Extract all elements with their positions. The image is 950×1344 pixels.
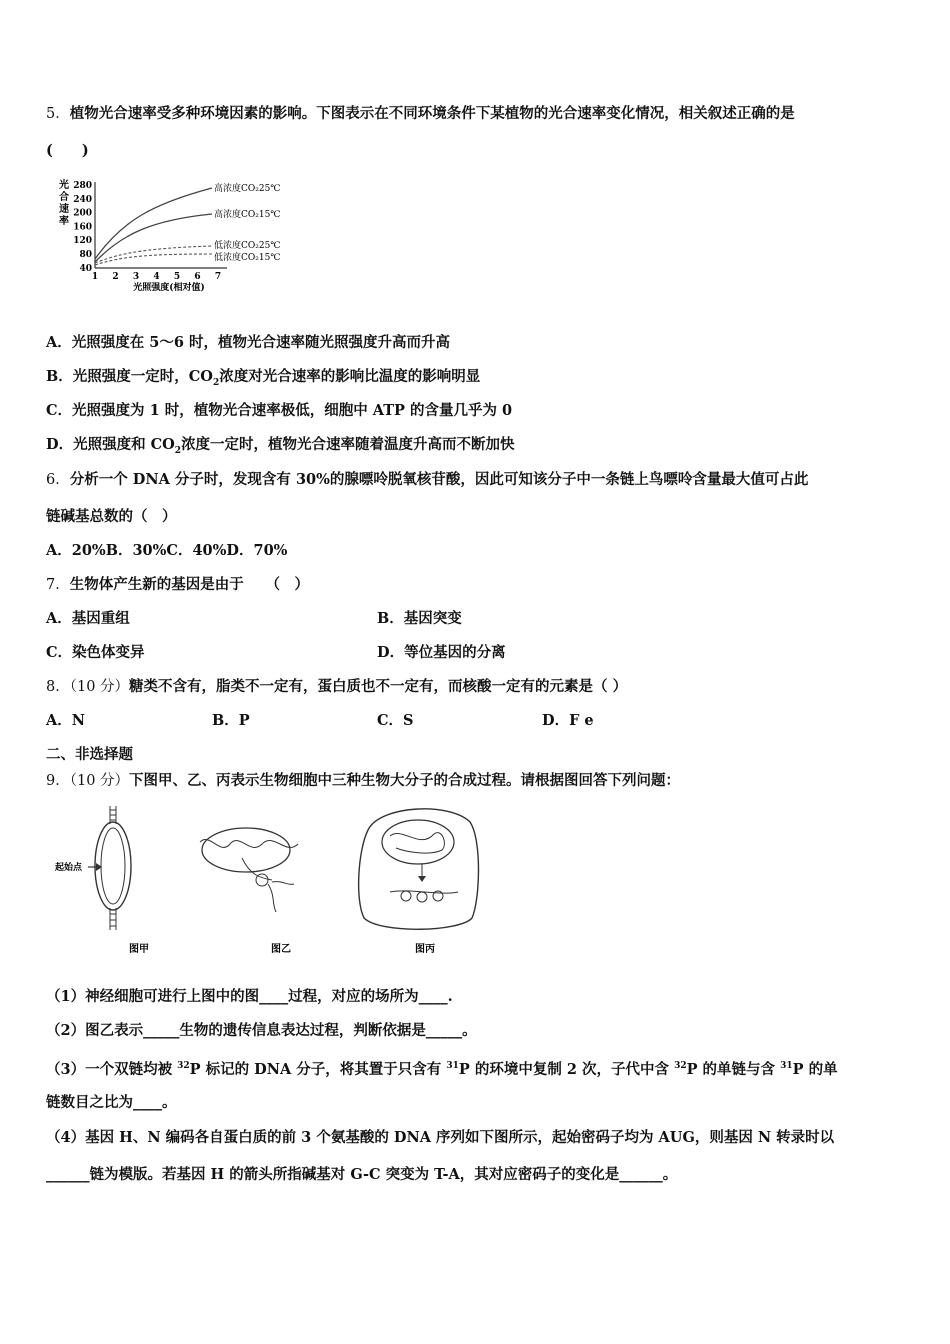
caption-jia: 图甲 — [129, 944, 149, 955]
q7-option-b: B．基因突变 — [377, 610, 462, 627]
q7-option-a: A．基因重组 — [46, 610, 130, 627]
y-tick-label: 80 — [79, 250, 92, 260]
origin-label: 起始点 — [55, 863, 83, 873]
caption-yi: 图乙 — [271, 944, 291, 955]
q5-paren: ( ) — [46, 142, 89, 159]
q9-sub3-line2: 链数目之比为____。 — [46, 1094, 177, 1111]
y-tick-label: 280 — [73, 181, 92, 191]
q8-stem: 8．（10 分）糖类不含有，脂类不一定有，蛋白质也不一定有，而核酸一定有的元素是（ ） — [46, 678, 628, 695]
q7-option-d: D．等位基因的分离 — [377, 644, 506, 661]
q9-sub3: （3）一个双链均被 $^{32}$P 标记的 DNA 分子，将其置于只含有 $^{31}$P 的环境中复制 2 次，子代中含 $^{32}$P 的单链与含 $^{31}$P 的单 — [46, 1060, 838, 1078]
y-tick-label: 160 — [73, 222, 92, 233]
q8-option-c: C．S — [377, 712, 414, 729]
x-tick-label: 1 — [91, 272, 99, 282]
caption-bing: 图丙 — [415, 944, 435, 955]
y-tick-label: 240 — [73, 194, 92, 205]
section-heading: 二、非选择题 — [46, 746, 133, 763]
q9-sub2: （2）图乙表示_____生物的遗传信息表达过程，判断依据是_____。 — [46, 1022, 477, 1039]
chart-xlabel: 光照强度(相对值) — [133, 283, 205, 293]
x-tick-label: 5 — [173, 272, 181, 282]
q5-option-c: C．光照强度为 1 时，植物光合速率极低，细胞中 ATP 的含量几乎为 0 — [46, 402, 513, 419]
q8-option-b: B．P — [212, 712, 250, 729]
curve-label-1: 高浓度CO₂25℃ — [214, 184, 281, 194]
x-tick-label: 6 — [194, 272, 201, 282]
curve-low-co2-15 — [95, 254, 212, 265]
curve-label-4: 低浓度CO₂15℃ — [214, 253, 281, 263]
q5-stem: 5．植物光合速率受多种环境因素的影响。下图表示在不同环境条件下某植物的光合速率变化情况，相关叙述正确的是 — [46, 105, 795, 122]
curve-label-3: 低浓度CO₂25℃ — [214, 241, 281, 251]
curve-high-co2-25 — [95, 188, 212, 259]
photosynthesis-chart — [52, 176, 312, 298]
x-tick-label: 7 — [214, 272, 222, 282]
q5-option-b: B．光照强度一定时，$CO_2$浓度对光合速率的影响比温度的影响明显 — [46, 368, 481, 388]
x-tick-label: 4 — [153, 272, 160, 282]
q7-option-c: C．染色体变异 — [46, 644, 145, 661]
curve-label-2: 高浓度CO₂15℃ — [214, 210, 281, 220]
q7-stem: 7．生物体产生新的基因是由于 （ ） — [46, 576, 309, 593]
figure-bing-cell — [359, 809, 479, 955]
q5-number: 5． — [46, 106, 70, 122]
q8-option-d: D．F e — [542, 712, 594, 729]
y-tick-label: 120 — [73, 236, 92, 247]
y-tick-label: 200 — [73, 208, 92, 219]
x-tick-label: 2 — [112, 272, 119, 282]
q5-option-d: D．光照强度和 $CO_2$浓度一定时，植物光合速率随着温度升高而不断加快 — [46, 436, 515, 456]
q9-sub1: （1）神经细胞可进行上图中的图____过程，对应的场所为____. — [46, 988, 453, 1005]
y-tick-label: 40 — [79, 263, 92, 274]
q6-options: A．20%B．30%C．40%D．70% — [46, 542, 288, 559]
q8-option-a: A．N — [46, 712, 86, 729]
q9-sub4-line2: ______链为模版。若基因 H 的箭头所指碱基对 G-C 突变为 T-A，其对应密码子的变化是______。 — [46, 1166, 678, 1183]
q9-figures — [50, 800, 500, 965]
q5-option-a: A．光照强度在 5～6 时，植物光合速率随光照强度升高而升高 — [46, 334, 451, 351]
figure-yi-expression — [200, 828, 298, 955]
q6-stem: 6．分析一个 DNA 分子时，发现含有 30%的腺嘌呤脱氧核苷酸，因此可知该分子中一条链上鸟嘌呤含量最大值可占此 — [46, 471, 809, 488]
chart-ylabel: 光合速率 — [59, 180, 69, 227]
q9-stem: 9．（10 分）下图甲、乙、丙表示生物细胞中三种生物大分子的合成过程。请根据图回答下列问题： — [46, 772, 681, 789]
q9-sub4: （4）基因 H、N 编码各自蛋白质的前 3 个氨基酸的 DNA 序列如下图所示，起始密码子均为 AUG，则基因 N 转录时以 — [46, 1129, 835, 1146]
x-tick-label: 3 — [132, 272, 140, 282]
q6-stem-line2: 链碱基总数的（ ） — [46, 508, 177, 525]
figure-jia-replication — [55, 806, 149, 955]
